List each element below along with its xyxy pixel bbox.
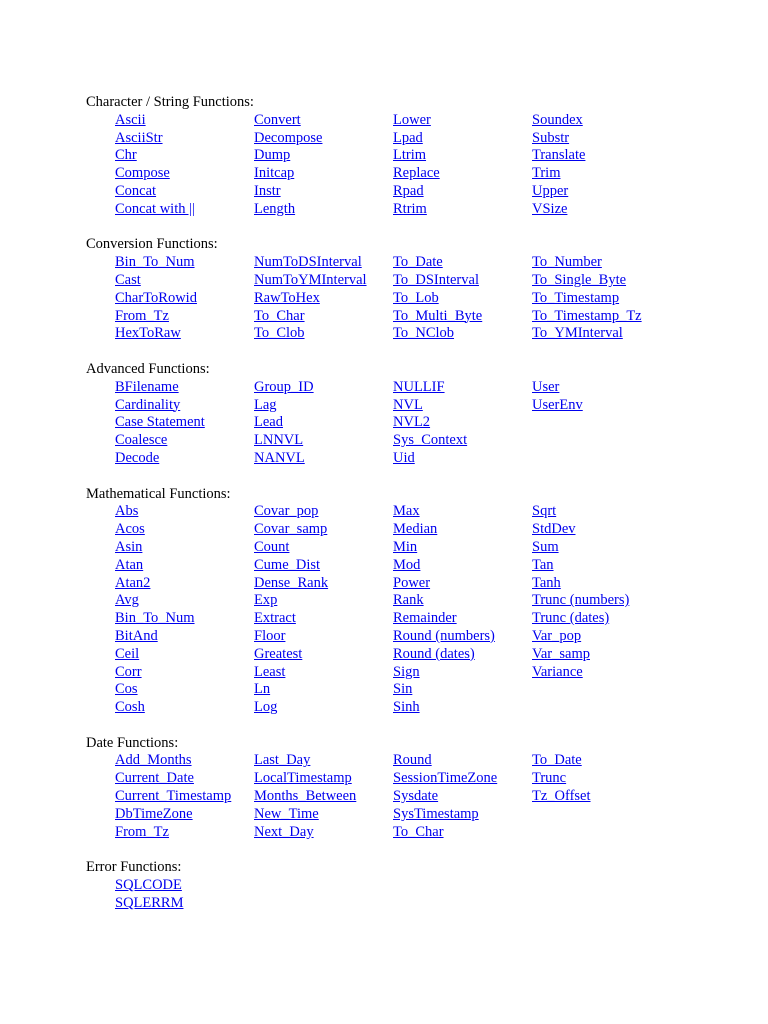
function-link-remainder[interactable]: Remainder — [393, 610, 457, 627]
function-link-sin[interactable]: Sin — [393, 681, 413, 698]
function-link-max[interactable]: Max — [393, 503, 420, 520]
function-link-to-single-byte[interactable]: To_Single_Byte — [532, 271, 627, 288]
function-link-least[interactable]: Least — [254, 663, 286, 680]
function-link-rtrim[interactable]: Rtrim — [393, 200, 427, 217]
function-link-power[interactable]: Power — [393, 574, 431, 591]
function-link-grid — [115, 752, 746, 841]
function-link-userenv[interactable]: UserEnv — [532, 396, 583, 413]
section-heading: Error Functions: — [86, 859, 182, 876]
function-link-grid — [115, 379, 746, 468]
function-link-covar-pop[interactable]: Covar_pop — [254, 503, 319, 520]
function-link-months-between[interactable]: Months_Between — [254, 788, 357, 805]
function-link-bitand[interactable]: BitAnd — [115, 627, 158, 644]
function-link-replace[interactable]: Replace — [393, 165, 440, 182]
function-link-numtodsinterval[interactable]: NumToDSInterval — [254, 254, 362, 271]
function-link-to-timestamp[interactable]: To_Timestamp — [532, 289, 620, 306]
function-link-translate[interactable]: Translate — [532, 147, 586, 164]
function-link-trim[interactable]: Trim — [532, 165, 561, 182]
function-link-current-date[interactable]: Current_Date — [115, 770, 194, 787]
function-link-decode[interactable]: Decode — [115, 449, 160, 466]
function-link-round-numbers[interactable]: Round (numbers) — [393, 627, 495, 644]
section-heading: Conversion Functions: — [86, 236, 218, 253]
function-link-stddev[interactable]: StdDev — [532, 521, 576, 538]
function-link-numtoyminterval[interactable]: NumToYMInterval — [254, 271, 367, 288]
section-heading: Character / String Functions: — [86, 94, 254, 110]
function-link-last-day[interactable]: Last_Day — [254, 752, 311, 769]
function-link-min[interactable]: Min — [393, 538, 418, 555]
function-link-initcap[interactable]: Initcap — [254, 165, 295, 182]
function-link-atan[interactable]: Atan — [115, 556, 144, 573]
function-link-grid — [115, 503, 746, 717]
function-link-sys-context[interactable]: Sys_Context — [393, 432, 468, 449]
function-link-nvl[interactable]: NVL — [393, 396, 423, 413]
function-link-lag[interactable]: Lag — [254, 396, 277, 413]
function-link-median[interactable]: Median — [393, 521, 438, 538]
function-link-bin-to-num[interactable]: Bin_To_Num — [115, 254, 195, 271]
function-link-localtimestamp[interactable]: LocalTimestamp — [254, 770, 352, 787]
function-link-next-day[interactable]: Next_Day — [254, 823, 314, 840]
function-link-exp[interactable]: Exp — [254, 592, 278, 609]
function-link-cos[interactable]: Cos — [115, 681, 138, 698]
function-link-add-months[interactable]: Add_Months — [115, 752, 192, 769]
function-link-to-dsinterval[interactable]: To_DSInterval — [393, 271, 479, 288]
function-link-cardinality[interactable]: Cardinality — [115, 396, 181, 413]
function-link-corr[interactable]: Corr — [115, 663, 142, 680]
function-link-coalesce[interactable]: Coalesce — [115, 432, 168, 449]
function-link-to-char[interactable]: To_Char — [393, 823, 444, 840]
function-link-to-clob[interactable]: To_Clob — [254, 325, 305, 342]
function-link-cosh[interactable]: Cosh — [115, 699, 145, 716]
function-link-sum[interactable]: Sum — [532, 538, 559, 555]
section-date-functions — [86, 735, 746, 842]
function-link-rawtohex[interactable]: RawToHex — [254, 289, 320, 306]
function-link-sign[interactable]: Sign — [393, 663, 420, 680]
function-link-covar-samp[interactable]: Covar_samp — [254, 521, 328, 538]
function-link-upper[interactable]: Upper — [532, 182, 569, 199]
function-link-tanh[interactable]: Tanh — [532, 574, 561, 591]
function-link-sqlerrm[interactable]: SQLERRM — [115, 894, 184, 911]
function-link-systimestamp[interactable]: SysTimestamp — [393, 805, 479, 822]
function-link-round-dates[interactable]: Round (dates) — [393, 645, 475, 662]
function-link-instr[interactable]: Instr — [254, 182, 281, 199]
section-character-string-functions — [86, 94, 746, 219]
function-link-to-lob[interactable]: To_Lob — [393, 289, 439, 306]
function-link-to-timestamp-tz[interactable]: To_Timestamp_Tz — [532, 307, 642, 324]
function-link-lnnvl[interactable]: LNNVL — [254, 432, 304, 449]
function-link-trunc[interactable]: Trunc — [532, 770, 567, 787]
section-heading: Mathematical Functions: — [86, 485, 231, 502]
function-link-trunc-dates[interactable]: Trunc (dates) — [532, 610, 610, 627]
function-link-new-time[interactable]: New_Time — [254, 805, 319, 822]
function-link-hextoraw[interactable]: HexToRaw — [115, 325, 181, 342]
function-link-sqlcode[interactable]: SQLCODE — [115, 877, 182, 894]
function-link-ltrim[interactable]: Ltrim — [393, 147, 427, 164]
function-link-grid — [115, 254, 746, 343]
function-link-var-pop[interactable]: Var_pop — [532, 627, 582, 644]
function-link-current-timestamp[interactable]: Current_Timestamp — [115, 788, 232, 805]
function-link-extract[interactable]: Extract — [254, 610, 296, 627]
function-link-lower[interactable]: Lower — [393, 111, 431, 128]
function-link-trunc-numbers[interactable]: Trunc (numbers) — [532, 592, 630, 609]
function-link-sqrt[interactable]: Sqrt — [532, 503, 557, 520]
function-link-ln[interactable]: Ln — [254, 681, 271, 698]
section-error-functions — [86, 859, 746, 912]
function-link-cast[interactable]: Cast — [115, 271, 141, 288]
function-link-asin[interactable]: Asin — [115, 538, 143, 555]
function-link-to-date[interactable]: To_Date — [393, 254, 443, 271]
function-link-chartorowid[interactable]: CharToRowid — [115, 289, 197, 306]
function-link-concat[interactable]: Concat — [115, 182, 157, 199]
function-link-nvl2[interactable]: NVL2 — [393, 414, 431, 431]
function-link-dump[interactable]: Dump — [254, 147, 291, 164]
function-link-bfilename[interactable]: BFilename — [115, 378, 179, 395]
function-link-to-number[interactable]: To_Number — [532, 254, 602, 271]
function-link-compose[interactable]: Compose — [115, 165, 170, 182]
function-link-group-id[interactable]: Group_ID — [254, 378, 314, 395]
function-link-greatest[interactable]: Greatest — [254, 645, 303, 662]
function-link-cume-dist[interactable]: Cume_Dist — [254, 556, 321, 573]
function-link-sysdate[interactable]: Sysdate — [393, 788, 439, 805]
function-link-nanvl[interactable]: NANVL — [254, 449, 305, 466]
function-link-ascii[interactable]: Ascii — [115, 111, 146, 128]
function-link-var-samp[interactable]: Var_samp — [532, 645, 590, 662]
function-link-convert[interactable]: Convert — [254, 111, 301, 128]
function-link-floor[interactable]: Floor — [254, 627, 286, 644]
function-link-to-date[interactable]: To_Date — [532, 752, 582, 769]
function-link-asciistr[interactable]: AsciiStr — [115, 129, 163, 146]
section-heading: Advanced Functions: — [86, 360, 210, 377]
function-link-mod[interactable]: Mod — [393, 556, 421, 573]
function-link-nullif[interactable]: NULLIF — [393, 378, 445, 395]
function-link-dense-rank[interactable]: Dense_Rank — [254, 574, 329, 591]
function-link-ceil[interactable]: Ceil — [115, 645, 140, 662]
section-advanced-functions — [86, 361, 746, 468]
function-link-decompose[interactable]: Decompose — [254, 129, 323, 146]
function-link-round[interactable]: Round — [393, 752, 432, 769]
function-link-tz-offset[interactable]: Tz_Offset — [532, 788, 591, 805]
function-link-substr[interactable]: Substr — [532, 129, 570, 146]
function-index-document — [86, 94, 746, 930]
function-link-grid — [115, 112, 746, 219]
function-link-rank[interactable]: Rank — [393, 592, 424, 609]
function-link-abs[interactable]: Abs — [115, 503, 139, 520]
function-link-bin-to-num[interactable]: Bin_To_Num — [115, 610, 195, 627]
function-link-grid — [115, 877, 746, 913]
section-conversion-functions — [86, 236, 746, 343]
section-heading: Date Functions: — [86, 734, 179, 751]
function-link-sinh[interactable]: Sinh — [393, 699, 420, 716]
function-link-length[interactable]: Length — [254, 200, 296, 217]
function-link-log[interactable]: Log — [254, 699, 278, 716]
function-link-to-nclob[interactable]: To_NClob — [393, 325, 455, 342]
function-link-to-multi-byte[interactable]: To_Multi_Byte — [393, 307, 483, 324]
function-link-to-yminterval[interactable]: To_YMInterval — [532, 325, 623, 342]
function-link-user[interactable]: User — [532, 378, 560, 395]
function-link-uid[interactable]: Uid — [393, 449, 415, 466]
function-link-to-char[interactable]: To_Char — [254, 307, 305, 324]
function-link-dbtimezone[interactable]: DbTimeZone — [115, 805, 193, 822]
function-link-avg[interactable]: Avg — [115, 592, 139, 609]
function-link-lead[interactable]: Lead — [254, 414, 283, 431]
function-link-tan[interactable]: Tan — [532, 556, 554, 573]
function-link-concat-with[interactable]: Concat with || — [115, 200, 195, 217]
function-link-variance[interactable]: Variance — [532, 663, 583, 680]
function-link-vsize[interactable]: VSize — [532, 200, 568, 217]
function-link-acos[interactable]: Acos — [115, 521, 145, 538]
section-mathematical-functions — [86, 486, 746, 717]
function-link-atan2[interactable]: Atan2 — [115, 574, 151, 591]
function-link-from-tz[interactable]: From_Tz — [115, 307, 169, 324]
function-link-chr[interactable]: Chr — [115, 147, 137, 164]
function-link-from-tz[interactable]: From_Tz — [115, 823, 169, 840]
function-link-count[interactable]: Count — [254, 538, 290, 555]
function-link-rpad[interactable]: Rpad — [393, 182, 424, 199]
function-link-case-statement[interactable]: Case Statement — [115, 414, 205, 431]
function-link-soundex[interactable]: Soundex — [532, 111, 583, 128]
function-link-lpad[interactable]: Lpad — [393, 129, 423, 146]
function-link-sessiontimezone[interactable]: SessionTimeZone — [393, 770, 498, 787]
